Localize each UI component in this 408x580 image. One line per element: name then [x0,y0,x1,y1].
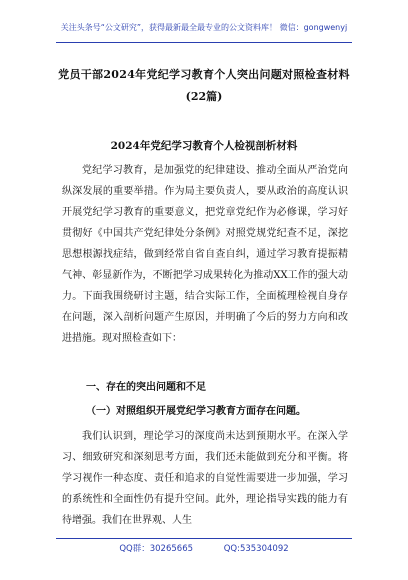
paragraph-2-block [62,426,348,531]
header-divider [56,42,352,43]
heading-level2: （一）对照组织开展党纪学习教育方面存在问题。 [86,406,306,417]
footer-divider [56,538,352,539]
footer-contact [0,542,408,554]
footer-qq-group: QQ群：30265665 [119,544,194,554]
document-title: 党员干部2024年党纪学习教育个人突出问题对照检查材料 [58,68,350,81]
document-subtitle: (22篇) [185,90,223,103]
paragraph-2: 我们认识到，理论学习的深度尚未达到预期水平。在深入学习、细致研究和深刻思考方面，我们还未能做到充分和平衡。将学习视作一种态度、责任和追求的自觉性需要进一步加强，学习的系统性和全面性仍有提升空间。此外，理论指导实践的能力有待增强。我们在世界观、人生 [62,431,348,526]
heading-level1: 一、存在的突出问题和不足 [86,382,206,393]
intro-paragraph-block [62,160,348,349]
header-promo-note: 关注头条号“公文研究”，获得最新最全最专业的公文资料库！ 微信：gongwenyj [60,23,348,32]
intro-paragraph: 党纪学习教育，是加强党的纪律建设、推动全面从严治党向纵深发展的重要举措。作为局主要负责人，要从政治的高度认识开展党纪学习教育的重要意义，把党章党纪作为必修课，学习好贯彻好《中国共产党纪律处分条例》对照党规党纪查不足，深挖思想根源找症结，做到经常自省自查自纠，通过学习教育提振精气神、彰显新作为，不断把学习成果转化为推动XX工作的强大动力。下面我围绕研讨主题，结合实际工作，全面梳理检视自身存在问题，深入剖析问题产生原因，并明确了今后的努力方向和改进措施。现对照检查如下： [62,165,348,344]
footer-qq-number: QQ:535304092 [223,544,289,554]
section-heading: 2024年党纪学习教育个人检视剖析材料 [110,140,298,152]
